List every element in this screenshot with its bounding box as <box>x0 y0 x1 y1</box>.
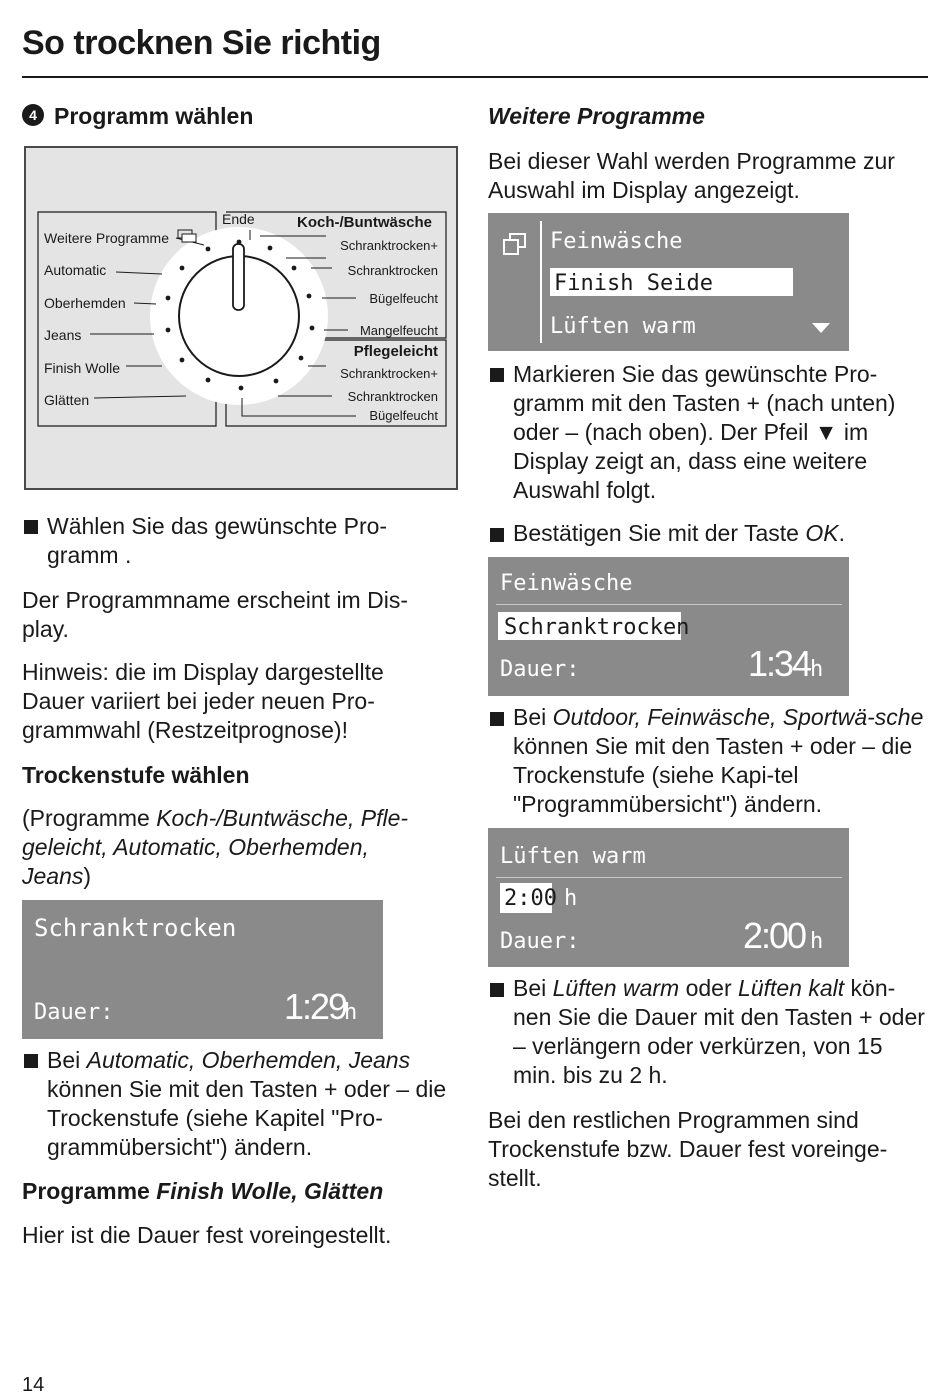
dial-label-pflege-schranktrocken: Schranktrocken <box>347 389 438 404</box>
lcd-duration: 2:00 <box>743 915 806 956</box>
lcd-dauer-label: Dauer: <box>34 1000 114 1025</box>
instruction-change-trockenstufe: Bei Automatic, Oberhemden, Jeans können Sie mit den Tasten + oder – die Trockenstufe (siehe Kapitel "Pro-grammübersicht") ändern. <box>47 1047 447 1160</box>
lcd-display-program-list <box>488 213 849 351</box>
program-list-icon <box>502 231 528 257</box>
arrow-down-icon <box>811 321 831 335</box>
dial-label-pflege-buegelfeucht: Bügelfeucht <box>369 408 438 423</box>
lcd-dry-level: Schranktrocken <box>504 615 690 640</box>
dial-label-oberhemden: Oberhemden <box>44 295 126 311</box>
paragraph-hint: Hinweis: die im Display dargestellte Dauer variiert bei jeder neuen Pro-grammwahl (Restzeitprognose)! <box>22 659 384 743</box>
step-title: Programm wählen <box>54 103 254 129</box>
paragraph-weitere-programme: Bei dieser Wahl werden Programme zur Auswahl im Display angezeigt. <box>488 148 895 203</box>
program-dial-panel <box>24 146 458 490</box>
lcd-display-feinwaesche <box>488 557 849 696</box>
dial-label-koch-schranktrocken-plus: Schranktrocken+ <box>340 238 438 253</box>
dial-label-finish-wolle: Finish Wolle <box>44 360 120 376</box>
dial-label-jeans: Jeans <box>44 327 82 343</box>
lcd-duration: 1:29 <box>284 986 347 1027</box>
bullet-marker <box>490 528 504 542</box>
lcd-list-item-lueften-warm: Lüften warm <box>550 314 696 339</box>
lcd-list-item-feinwaesche: Feinwäsche <box>550 229 683 254</box>
lcd-divider <box>496 604 842 605</box>
heading-programme-finish-wolle: Programme Finish Wolle, Glätten <box>22 1178 384 1204</box>
paragraph-remaining-programs: Bei den restlichen Programmen sind Trockenstufe bzw. Dauer fest voreinge-stellt. <box>488 1107 888 1191</box>
instruction-confirm-ok: Bestätigen Sie mit der Taste OK. <box>513 520 845 546</box>
lcd-list-item-finish-seide: Finish Seide <box>554 271 713 296</box>
dial-label-glaetten: Glätten <box>44 392 90 408</box>
dial-label-pflege-schranktrocken-plus: Schranktrocken+ <box>340 366 438 381</box>
lcd-set-time: 2:00 <box>504 886 557 911</box>
bullet-marker <box>24 1054 38 1068</box>
dial-label-automatic: Automatic <box>44 262 107 278</box>
lcd-unit: h <box>810 657 824 682</box>
step-number-badge: 4 <box>22 104 44 126</box>
dial-label-koch-schranktrocken: Schranktrocken <box>347 263 438 278</box>
instruction-lueften-duration: Bei Lüften warm oder Lüften kalt kön-nen Sie die Dauer mit den Tasten + oder – verlängern oder verkürzen, von 15 min. bis zu 2 h. <box>513 975 925 1088</box>
dial-label-weitere-programme: Weitere Programme <box>44 230 170 246</box>
dial-label-koch-mangelfeucht: Mangelfeucht <box>359 323 438 338</box>
lcd-set-unit: h <box>564 886 578 911</box>
paragraph-programs-list: (Programme Koch-/Buntwäsche, Pfle-geleicht, Automatic, Oberhemden, Jeans) <box>22 805 409 889</box>
bullet-marker <box>490 983 504 997</box>
lcd-unit: h <box>344 1000 358 1025</box>
page-title: So trocknen Sie richtig <box>22 24 381 62</box>
dial-illustration <box>26 148 456 488</box>
heading-trockenstufe: Trockenstufe wählen <box>22 762 250 788</box>
dial-group-pflegeleicht: Pflegeleicht <box>353 343 438 360</box>
lcd-separator <box>540 221 542 343</box>
dial-group-koch-buntwaesche: Koch-/Buntwäsche <box>297 214 433 231</box>
instruction-select-program: Wählen Sie das gewünschte Pro-gramm . <box>47 513 388 568</box>
bullet-marker <box>490 368 504 382</box>
page-number: 14 <box>22 1374 45 1396</box>
dial-label-ende: Ende <box>222 211 255 227</box>
paragraph-fixed-duration: Hier ist die Dauer fest voreingestellt. <box>22 1222 392 1248</box>
lcd-display-lueften-warm <box>488 828 849 967</box>
dial-label-koch-buegelfeucht: Bügelfeucht <box>369 291 438 306</box>
instruction-outdoor-trockenstufe: Bei Outdoor, Feinwäsche, Sportwä-sche können Sie mit den Tasten + oder – die Trockenstufe (siehe Kapi-tel "Programmübersicht") ändern. <box>513 704 924 817</box>
lcd-unit: h <box>810 929 824 954</box>
title-rule <box>22 76 928 78</box>
lcd-divider <box>496 877 842 878</box>
instruction-mark-program: Markieren Sie das gewünschte Pro-gramm mit den Tasten + (nach unten) oder – (nach oben). Der Pfeil ▼ im Display zeigt an, dass eine weitere Auswahl folgt. <box>513 361 896 503</box>
paragraph-program-name: Der Programmname erscheint im Dis-play. <box>22 587 408 642</box>
lcd-program-name: Schranktrocken <box>34 914 237 942</box>
lcd-display-schranktrocken <box>22 900 383 1039</box>
heading-weitere-programme: Weitere Programme <box>488 103 705 129</box>
lcd-duration: 1:34 <box>748 643 811 684</box>
lcd-program-name: Lüften warm <box>500 844 646 869</box>
bullet-marker <box>490 712 504 726</box>
bullet-marker <box>24 520 38 534</box>
lcd-dauer-label: Dauer: <box>500 929 580 954</box>
lcd-dauer-label: Dauer: <box>500 657 580 682</box>
lcd-program-name: Feinwäsche <box>500 571 633 596</box>
